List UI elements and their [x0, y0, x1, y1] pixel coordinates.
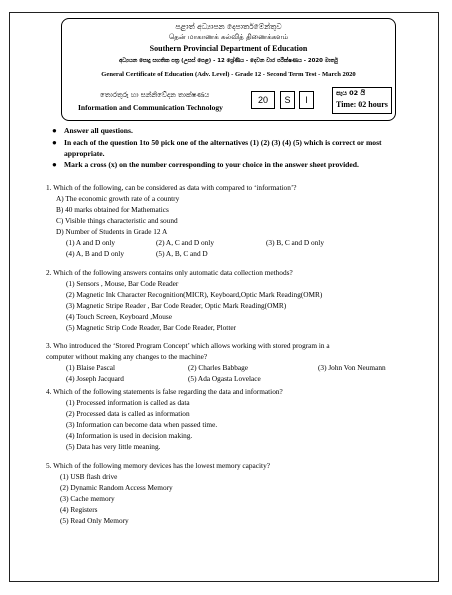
exam-header — [61, 18, 396, 121]
instruction-1: ● Answer all questions. — [52, 126, 133, 135]
subject-sinhala: තොරතුරු හා සන්නිවේදන තාක්ෂණය — [100, 91, 210, 99]
question-2: 2. Which of the following answers contains only automatic data collection methods? — [46, 268, 293, 277]
q4-option-5: (5) Data has very little meaning. — [66, 442, 161, 451]
exam-english: General Certificate of Education (Adv. Level) - Grade 12 - Second Term Test - March 2020 — [101, 71, 356, 78]
dept-sinhala: පළාත් අධ්‍යාපන දෙපාර්තමේන්තුව — [175, 22, 282, 31]
q2-option-1: (1) Sensors , Mouse, Bar Code Reader — [66, 279, 179, 288]
q2-option-3: (3) Magnetic Stripe Reader , Bar Code Reader, Optic Mark Reading(OMR) — [66, 301, 287, 310]
subject-english: Information and Communication Technology — [78, 103, 223, 112]
time-box — [332, 87, 392, 114]
q2-option-2: (2) Magnetic Ink Character Recognition(MICR), Keyboard,Optic Mark Reading(OMR) — [66, 290, 323, 299]
time-english: Time: 02 hours — [336, 100, 388, 109]
q3-option-1: (1) Blaise Pascal — [66, 363, 116, 372]
q4-option-2: (2) Processed data is called as information — [66, 409, 190, 418]
q3-option-5: (5) Ada Ogasta Lovelace — [188, 374, 261, 383]
q4-option-3: (3) Information can become data when passed time. — [66, 420, 218, 429]
q1-item-c: C) Visible things characteristic and sound — [56, 216, 178, 225]
q5-option-4: (4) Registers — [60, 505, 98, 514]
q1-option-2: (2) A, C and D only — [156, 238, 214, 247]
q3-option-3: (3) John Von Neumann — [318, 363, 386, 372]
code-box-2: S — [280, 91, 295, 109]
q5-option-1: (1) USB flash drive — [60, 472, 118, 481]
q5-option-2: (2) Dynamic Random Access Memory — [60, 483, 173, 492]
time-sinhala: පැය 02 යි — [336, 89, 366, 97]
dept-tamil: தென் மாகாணக் கல்வித் திணைக்களம் — [168, 33, 289, 41]
instruction-3: ● Mark a cross (x) on the number corresponding to your choice in the answer sheet provided. — [52, 160, 359, 169]
dept-english: Southern Provincial Department of Education — [149, 44, 308, 53]
q2-option-4: (4) Touch Screen, Keyboard ,Mouse — [66, 312, 172, 321]
q1-item-b: B) 40 marks obtained for Mathematics — [56, 205, 169, 214]
q1-item-a: A) The economic growth rate of a country — [56, 194, 180, 203]
code-box-3: I — [299, 91, 314, 109]
q2-option-5: (5) Magnetic Strip Code Reader, Bar Code Reader, Plotter — [66, 323, 237, 332]
question-1: 1. Which of the following, can be considered as data with compared to ‘information’? — [46, 183, 297, 192]
q1-option-1: (1) A and D only — [66, 238, 116, 247]
q3-option-2: (2) Charles Babbage — [188, 363, 248, 372]
question-5: 5. Which of the following memory devices has the lowest memory capacity? — [46, 461, 270, 470]
q5-option-5: (5) Read Only Memory — [60, 516, 129, 525]
q1-item-d: D) Number of Students in Grade 12 A — [56, 227, 168, 236]
bullet-icon: ● — [52, 138, 57, 147]
subject-row — [62, 89, 395, 119]
q1-option-4: (4) A, B and D only — [66, 249, 124, 258]
question-4: 4. Which of the following statements is false regarding the data and information? — [46, 387, 283, 396]
instruction-2: ● In each of the question 1to 50 pick one of the alternatives (1) (2) (3) (4) (5) which is correct or most appropriate. — [52, 138, 382, 158]
bullet-icon: ● — [52, 160, 57, 169]
q1-option-3: (3) B, C and D only — [266, 238, 324, 247]
q1-option-5: (5) A, B, C and D — [156, 249, 208, 258]
question-3-line-1: 3. Who introduced the ‘Stored Program Concept’ which allows working with stored program in a — [46, 341, 330, 350]
q5-option-3: (3) Cache memory — [60, 494, 115, 503]
question-3-line-2: computer without making any changes to the machine? — [46, 352, 208, 361]
code-box-1: 20 — [251, 91, 275, 109]
bullet-icon: ● — [52, 126, 57, 135]
exam-sinhala: අධ්‍යයන පොදු සහතික පත්‍ර (උසස් පෙළ) - 12 ශ්‍රේණිය - දෙවන වාර පරීක්ෂණය - 2020 මාර්තු — [118, 58, 339, 64]
q4-option-4: (4) Information is used in decision making. — [66, 431, 193, 440]
q4-option-1: (1) Processed information is called as data — [66, 398, 190, 407]
q3-option-4: (4) Joseph Jacquard — [66, 374, 124, 383]
